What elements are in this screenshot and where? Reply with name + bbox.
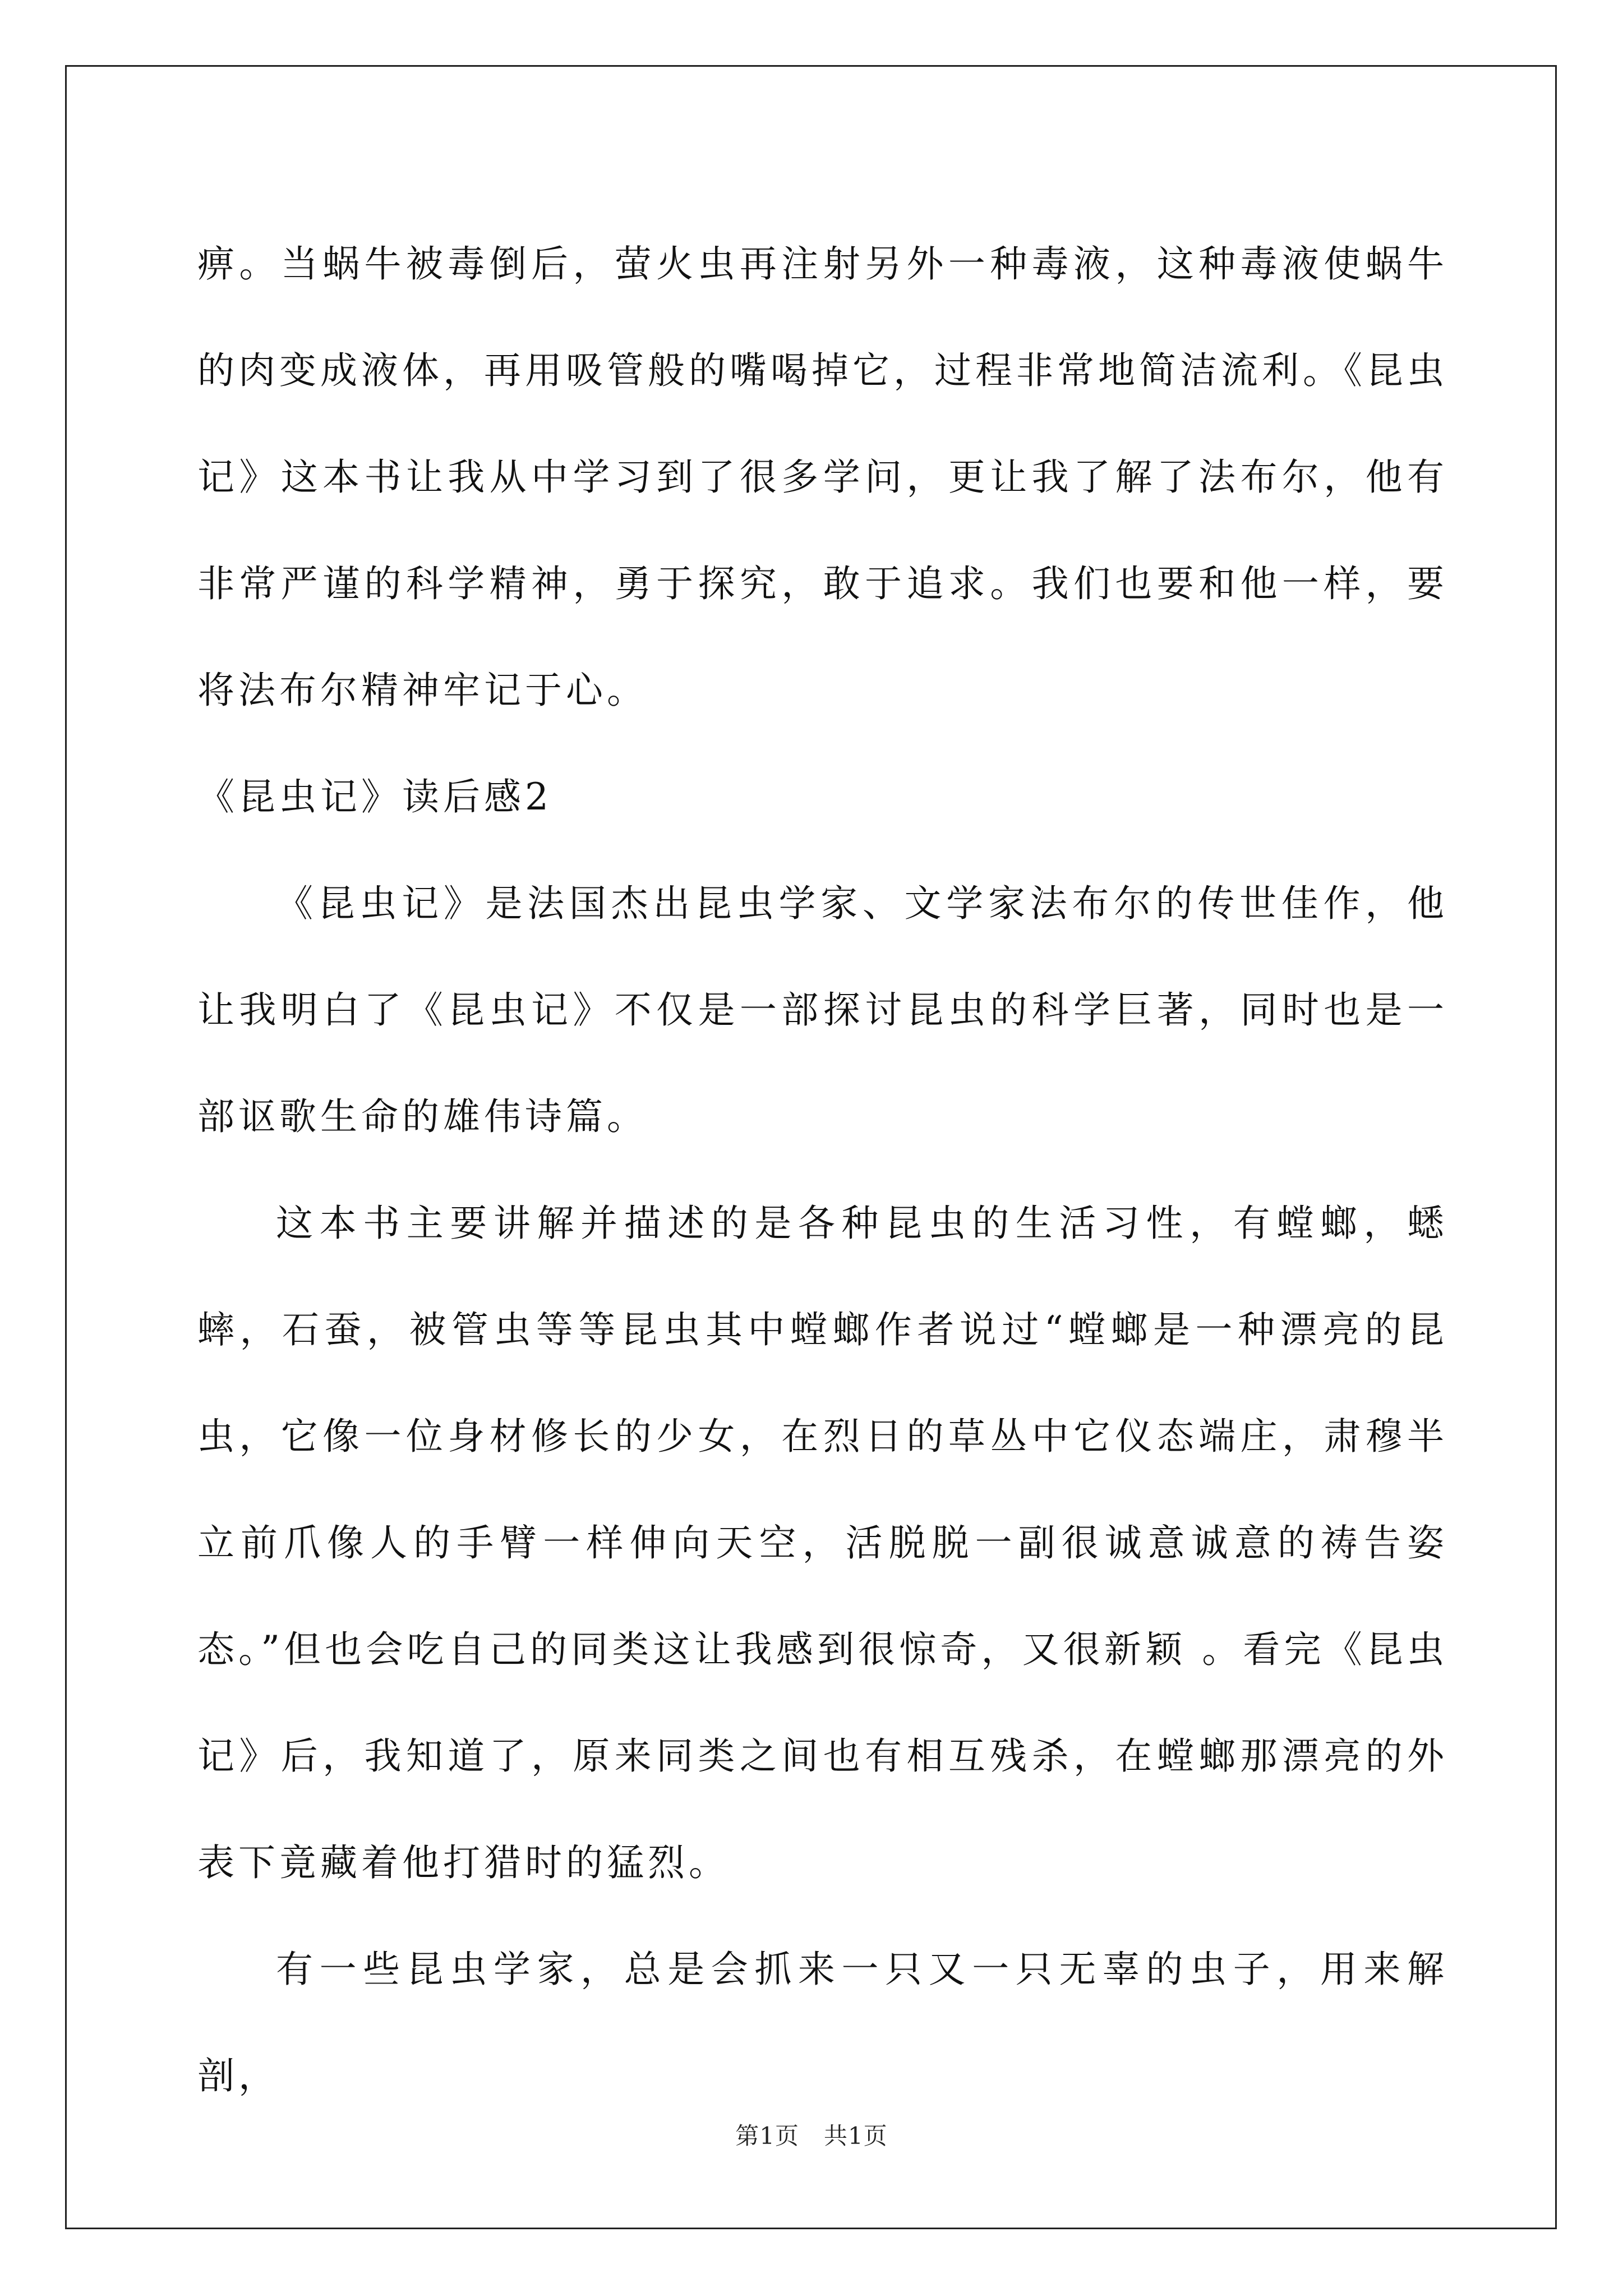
document-body xyxy=(197,211,1448,2129)
page-footer xyxy=(0,2118,1623,2151)
page-number: 第1页 xyxy=(735,2122,799,2150)
paragraph-4: 有一些昆虫学家，总是会抓来一只又一只无辜的虫子，用来解剖， xyxy=(197,1948,1448,2097)
paragraph-2: 《昆虫记》是法国杰出昆虫学家、文学家法布尔的传世佳作，他让我明白了《昆虫记》不仅是一部探讨昆虫的科学巨著，同时也是一部讴歌生命的雄伟诗篇。 xyxy=(197,882,1448,1138)
paragraph-3: 这本书主要讲解并描述的是各种昆虫的生活习性，有螳螂，蟋蟀，石蚕，被管虫等等昆虫其中螳螂作者说过“螳螂是一种漂亮的昆虫，它像一位身材修长的少女，在烈日的草丛中它仪态端庄，肃穆半立前爪像人的手臂一样伸向天空，活脱脱一副很诚意诚意的祷告姿态。”但也会吃自己的同类这让我感到很惊奇，又很新颖 。看完《昆虫记》后，我知道了，原来同类之间也有相互残杀，在螳螂那漂亮的外表下竟藏着他打猎时的猛烈。 xyxy=(197,1202,1448,1884)
paragraph-1: 痹。当蜗牛被毒倒后，萤火虫再注射另外一种毒液，这种毒液使蜗牛的肉变成液体，再用吸管般的嘴喝掉它，过程非常地简洁流利。《昆虫记》这本书让我从中学习到了很多学问，更让我了解了法布尔，他有非常严谨的科学精神，勇于探究，敢于追求。我们也要和他一样，要将法布尔精神牢记于心。 xyxy=(197,242,1448,712)
page-total: 共1页 xyxy=(824,2122,888,2150)
section-heading: 《昆虫记》读后感2 xyxy=(197,775,552,818)
